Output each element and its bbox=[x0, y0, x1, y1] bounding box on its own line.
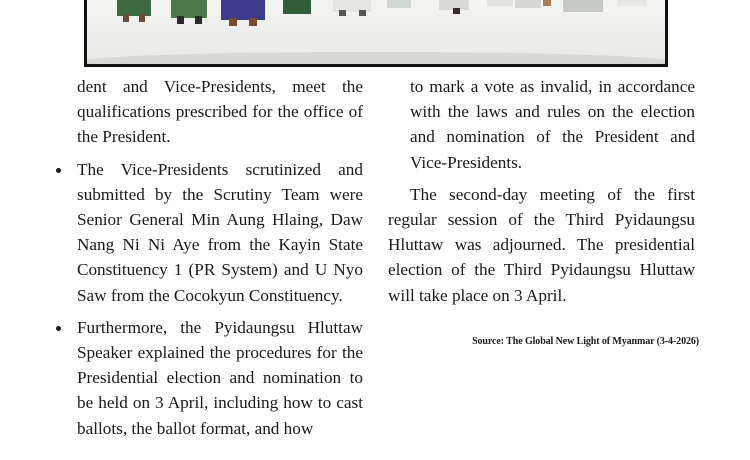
closing-paragraph: The second-day meeting of the first regular session of the Third Pyidaungsu Hluttaw was adjourned. The presidential election of the Third Pyidaungsu Hluttaw will take place on 3 April. bbox=[388, 184, 695, 305]
bullet-item-vice-presidents: The Vice-Presidents scrutinized and submitted by the Scrutiny Team were Senior General Min Aung Hlaing, Daw Nang Ni Ni Aye from the Kayin State Constituency 1 (PR System) and U Nyo Saw from the Cocokyun Constituency. bbox=[77, 157, 363, 308]
news-photo bbox=[84, 0, 668, 67]
bullet-item-procedures: Furthermore, the Pyidaungsu Hluttaw Speaker explained the procedures for the Presidential election and nomination to be held on 3 April, including how to cast ballots, the ballot format, and how bbox=[77, 315, 363, 441]
right-continuation-text: to mark a vote as invalid, in accordance with the laws and rules on the election and nomination of the President and Vice-Presidents. bbox=[410, 77, 695, 172]
right-column bbox=[388, 74, 695, 308]
left-continuation-text: dent and Vice-Presidents, meet the qualifications prescribed for the office of the President. bbox=[77, 77, 363, 147]
left-column bbox=[77, 74, 363, 441]
source-credit: Source: The Global New Light of Myanmar (3-4-2026) bbox=[472, 336, 699, 347]
crowd-photo-icon bbox=[87, 0, 665, 64]
